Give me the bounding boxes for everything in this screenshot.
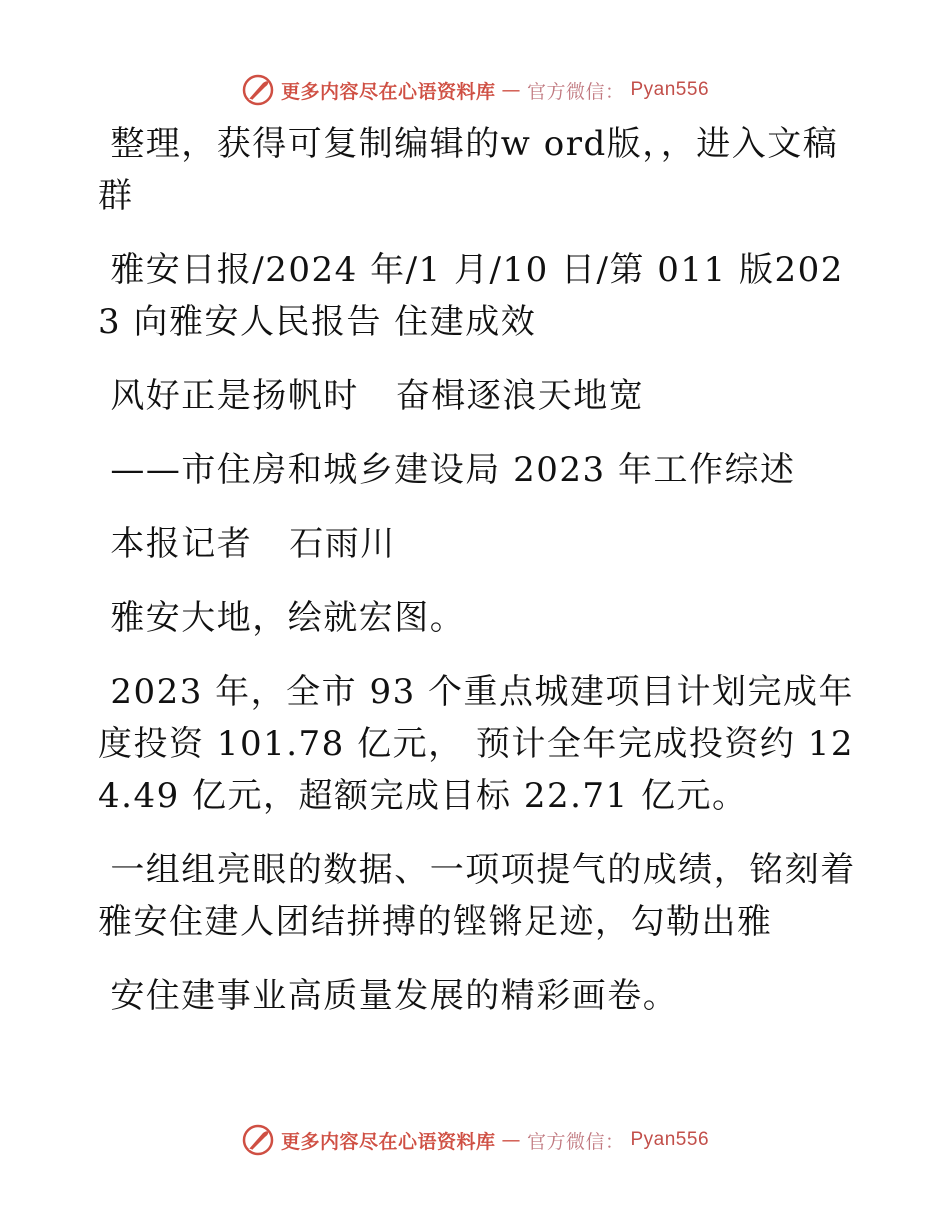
paragraph-investment: 2023 年，全市 93 个重点城建项目计划完成年度投资 101.78 亿元， 预计全年完成投资约 124.49 亿元，超额完成目标 22.71 亿元。 <box>98 672 855 816</box>
watermark-sub-text: 官方微信： <box>526 80 625 103</box>
watermark-id: Pyan556 <box>630 1129 710 1150</box>
watermark-main-text: 更多内容尽在心语资料库 <box>280 80 496 103</box>
watermark-dash: — <box>501 79 521 101</box>
header-watermark <box>0 70 950 110</box>
paragraph-byline: 本报记者 石雨川 <box>98 524 396 564</box>
watermark-id: Pyan556 <box>630 79 710 100</box>
paragraph-source: 雅安日报/2024 年/1 月/10 日/第 011 版2023 向雅安人民报告 住建成效 <box>98 250 844 342</box>
paragraph-headline: 风好正是扬帆时 奋楫逐浪天地宽 <box>98 376 645 416</box>
paragraph-subheadline: ——市住房和城乡建设局 2023 年工作综述 <box>98 450 796 490</box>
quill-pen-icon <box>241 1123 275 1157</box>
quill-pen-icon <box>241 73 275 107</box>
paragraph-lead: 雅安大地，绘就宏图。 <box>98 598 466 638</box>
watermark-dash: — <box>501 1129 521 1151</box>
watermark-main-text: 更多内容尽在心语资料库 <box>280 1130 496 1153</box>
paragraph-achievements: 一组组亮眼的数据、一项项提气的成绩，铭刻着雅安住建人团结拼搏的铿锵足迹，勾勒出雅 <box>98 850 856 942</box>
paragraph-intro: 整理，获得可复制编辑的w ord版，，进入文稿群 <box>98 124 839 216</box>
watermark-sub-text: 官方微信： <box>526 1130 625 1153</box>
footer-watermark <box>0 1120 950 1160</box>
document-body <box>98 118 858 1044</box>
paragraph-closing: 安住建事业高质量发展的精彩画卷。 <box>98 976 679 1016</box>
